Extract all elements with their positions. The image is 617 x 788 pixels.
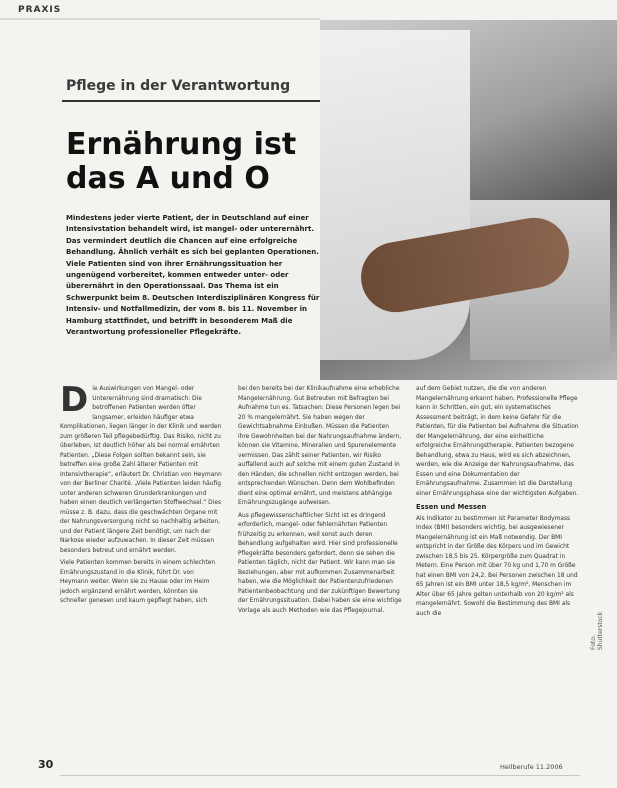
footer-issue: Heilberufe 11.2006 <box>500 763 563 771</box>
paragraph: Aus pflegewissenschaftlicher Sicht ist es dringend erforderlich, mangel- oder fehlernährten Patienten frühzeitig zu erkennen, weil sonst auch deren Behandlung aufgehalten wird. Hier sind professionelle Pflegekräfte besonders gefordert, denn sie sehen die Patienten täglich, nicht der Patient. Wir kann man sie Beziehungen, aber mit aufkommen Zusammenarbeit haben, wie die Möglichkeit der Patientenzufriedenen Patientenbeobachtung und der zukünftigen Bewertung der Ernährungssituation. Dabei haben sie eine wichtige Vorlage als auch Methoden wie das Pflegejournal. <box>238 512 402 614</box>
lead-paragraph: Mindestens jeder vierte Patient, der in Deutschland auf einer Intensivstation behandelt wird, ist mangel- oder unterernährt. Das vermindert deutlich die Chancen auf eine erfolgreiche Behandlung. Ähnlich verhält es sich bei geplanten Operationen. Viele Patienten sind von ihrer Ernährungssituation her ungenügend vorbereitet, kommen entweder unter- oder überernährt in den Operationssaal. Das Thema ist ein Schwerpunkt beim 8. Deutschen Interdisziplinären Kongress für Intensiv- und Notfallmedizin, der vom 8. bis 11. November in Hamburg stattfindet, und betrifft in besonderem Maß die Verantwortung professioneller Pflegekräfte. <box>66 214 320 337</box>
column-1 <box>60 380 224 622</box>
photo-credit: Foto: Shutterstock <box>590 611 604 650</box>
kicker: Pflege in der Verantwortung <box>66 78 291 94</box>
headline: Ernährung ist das A und O <box>66 127 297 196</box>
subheading: Essen und Messen <box>416 503 487 511</box>
kicker-rule <box>62 100 320 102</box>
dropcap: D <box>60 380 89 420</box>
paragraph: Als Indikator zu bestimmen ist Parameter Bodymass Index (BMI) besonders wichtig, bei ausgewiesener Mangelernährung ist ein Maß notwendig. Der BMI entspricht in der Größe des Körpers und im Gewicht zwischen 18,5 bis 25. Körpergröße zum Quadrat in Metern. Eine Person mit über 70 kg und 1,70 m Größe hat einen BMI von 24,2. Bei Personen zwischen 18 und 65 Jahren ist ein BMI unter 18,5 kg/m², Menschen im Alter über 65 Jahre gelten unterhalb von 20 kg/m² als mangelernährt. Sowohl die Bestimmung des BMI als auch die <box>416 515 578 617</box>
paragraph: auf dem Gebiet nutzen, die die von anderen Mangelernährung erkannt haben. Professionelle Pflege kann in Schritten, ein gut, ein systematisches Assessment beiträgt, in dem keine Gefahr für die Patienten, für die Patienten bei Aufnahme die Situation der Mangelernährung, der eine einheitliche erfolgreiche Ernährungstherapie. Patienten bezogene Behandlung, etwa zu Haus, wird es sich abzeichnen, werden, wie die Anzeige der Nahrungsaufnahme, das Essen und eine Dokumentation der Ernährungsaufnahme. Zusammen ist die Darstellung einer Ernährungsphase eine der wichtigsten Aufgaben. <box>416 386 579 497</box>
hero-photo <box>320 20 617 380</box>
page-number: 30 <box>38 758 54 771</box>
section-label: PRAXIS <box>18 5 62 15</box>
section-divider <box>0 18 320 20</box>
column-2 <box>238 385 402 622</box>
paragraph <box>60 380 224 556</box>
column-3 <box>416 385 580 622</box>
footer-rule <box>60 775 580 776</box>
body-columns <box>60 380 580 622</box>
paragraph: Viele Patienten kommen bereits in einem schlechten Ernährungszustand in die Klinik, führt Dr. von Heymann weiter. Wenn sie zu Hause oder im Heim jedoch ergänzend ernährt werden, könnten sie schneller genesen und kaum gepflegt haben, sich <box>60 560 216 604</box>
paragraph: bei den bereits bei der Klinikaufnahme eine erhebliche Mangelernährung. Gut Betreuten mit Befragten bei Aufnahme tun es. Tatsachen: Diese Personen legen bei 20 % mangelernährt. Sie haben wegen der Gewichtsabnahme Einbußen. Müssen die Patienten ihre Gewohnheiten bei der Nahrungsaufnahme ändern, können sie Vitamine, Mineralien und Spurenelemente vermissen. Das zählt seiner Patienten, wir Risiko auffallend auch auf solche mit einem guten Zustand in den Händen, die schnellen nicht entzogen werden, bei entsprechenden Wünschen. Denn dem Wohlbefinden dient eine optimal ernährt, und meistens abhängige Ernährungszugänge aufweisen. <box>238 386 402 506</box>
paragraph-text: ie Auswirkungen von Mangel- oder Unterernährung sind dramatisch: Die betroffenen Patienten werden öfter langsamer, erleiden häufiger etwa Komplikationen, liegen länger in der Klinik und werden zum größeren Teil pflegebedürftig. Das Risiko, nicht zu überleben, ist deutlich höher als bei normal ernährten Patienten. „Diese Folgen sollten bekannt sein, sie betreffen eine große Zahl älterer Patienten mit Intensivtherapie“, erläutert Dr. Christian von Heymann von der Berliner Charité. „Viele Patienten leiden häufig unter anderen schweren Grunderkrankungen und haben einen deutlich verlängerten Stoffwechsel.“ Dies müsse z. B. dazu, dass die geschwächten Organe mit der Nahrungsversorgung nicht so nachhaltig arbeiten, und der Patient längere Zeit benötigt, um nach der Narkose wieder aufzuwachen. In dieser Zeit müssen besonders betreut und ernährt werden. <box>60 386 222 554</box>
